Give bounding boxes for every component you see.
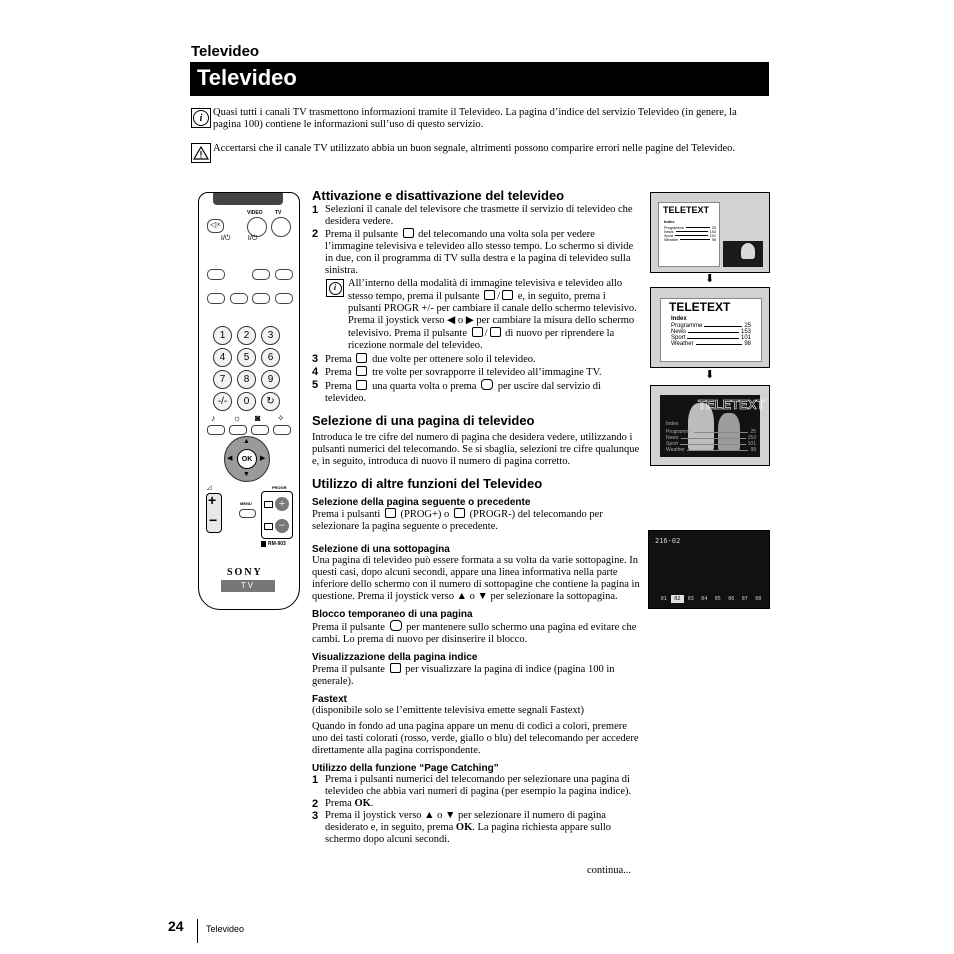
teletext-row-label: Weather: [666, 447, 685, 453]
tv-power-button[interactable]: [271, 217, 291, 237]
fastext-body-2: Quando in fondo ad una pagina appare un menu di codici a colori, premere uno dei tasti colorati (rosso, verde, giallo o blu) del telecomando per accedere direttamente alla pagina corrispondente.: [312, 721, 639, 756]
subpage-cell: 01: [660, 596, 667, 602]
step-text: Prema: [325, 798, 352, 809]
step-text: Prema il pulsante: [325, 229, 398, 240]
ok-text: OK: [354, 798, 371, 809]
tv-picture: [723, 241, 763, 267]
teletext-row-label: Sport: [671, 335, 686, 341]
progr-label: PROGR: [272, 485, 287, 490]
joystick-right-icon: ▶: [260, 455, 266, 462]
teletext-row-value: 25: [750, 429, 756, 435]
remote-button-b2[interactable]: [230, 293, 248, 304]
teletext-row-value: 25: [711, 226, 716, 230]
teletext-row-value: 153: [709, 230, 716, 234]
tv-button-icon: [481, 379, 493, 390]
teletext-title: TELETEXT: [669, 300, 731, 314]
digit-5-button[interactable]: 5: [237, 348, 256, 367]
activation-step-2: [312, 228, 640, 277]
teletext-button-icon: [403, 228, 414, 238]
subpage-cell: 04: [701, 596, 708, 602]
remote-ir-window: [213, 193, 283, 205]
teletext-button-icon: [356, 366, 367, 376]
picture-icon: ◙: [255, 413, 261, 423]
arrow-down-icon: ⬇: [705, 369, 715, 381]
volume-icon: ◿: [207, 485, 212, 491]
footer-divider: [197, 919, 198, 943]
warning-note-icon: [191, 143, 211, 163]
step-number: 5: [312, 379, 319, 391]
other-heading: Utilizzo di altre funzioni del Televideo: [312, 476, 543, 491]
next-page-heading: Selezione della pagina seguente o precedente: [312, 497, 531, 508]
title-bar: [190, 62, 769, 96]
teletext-full-screen: [650, 287, 770, 368]
digit-4-button[interactable]: 4: [213, 348, 232, 367]
step-number: 3: [312, 353, 319, 365]
digit-3-button[interactable]: 3: [261, 326, 280, 345]
swap-button-icon: [472, 327, 483, 337]
volume-minus-icon: −: [209, 512, 218, 528]
remote-tv-badge: TV: [221, 580, 275, 592]
body-text: Prema il pulsante: [312, 664, 385, 675]
menu-button[interactable]: [239, 509, 256, 518]
remote-button-a2[interactable]: [275, 269, 293, 280]
footer-label: Televideo: [206, 924, 245, 934]
teletext-row-value: 25: [744, 323, 751, 329]
overlay-title: TELETEXT: [698, 397, 765, 412]
digit-6-button[interactable]: 6: [261, 348, 280, 367]
joystick[interactable]: [224, 436, 270, 482]
step-text: Prema il joystick verso ▲ o ▼ per selezionare il numero di pagina desiderato e, in seguito, prema: [325, 810, 606, 833]
teletext-row-value: 153: [740, 329, 751, 335]
teletext-row-label: News: [664, 230, 674, 234]
digit-9-button[interactable]: 9: [261, 370, 280, 389]
mute-button[interactable]: ◁×: [207, 219, 224, 233]
prog-minus-button-icon: [454, 508, 465, 518]
page-title: Televideo: [197, 65, 297, 90]
step-text: per uscire dal servizio di televideo.: [325, 381, 601, 404]
teletext-row-leader: [687, 335, 739, 339]
digit-0-button[interactable]: 0: [237, 392, 256, 411]
remote-model: RM-903: [268, 541, 286, 547]
subpage-cell: 02: [671, 595, 685, 603]
note-text: All’interno della modalità di immagine televisiva e televideo allo stesso tempo, prema il pulsante: [348, 278, 623, 302]
swap-button-icon: [502, 290, 513, 300]
remote-button-b4[interactable]: [275, 293, 293, 304]
teletext-row-leader: [686, 226, 710, 228]
teletext-row-label: Programme: [671, 323, 703, 329]
teletext-panel: [660, 298, 762, 362]
info-note-icon: i: [191, 108, 211, 128]
digit-2-button[interactable]: 2: [237, 326, 256, 345]
activation-step-3: [312, 353, 640, 366]
prog-minus-icon: [264, 523, 273, 530]
teletext-row-leader: [681, 435, 746, 439]
catch-heading: Utilizzo della funzione “Page Catching”: [312, 763, 499, 774]
progr-minus-button[interactable]: −: [275, 519, 289, 533]
digit-7-button[interactable]: 7: [213, 370, 232, 389]
teletext-index-label: Index: [664, 219, 675, 224]
body-text: per visualizzare la pagina di indice (pagina 100 in generale).: [312, 664, 615, 687]
teletext-row-label: Sport: [664, 234, 674, 238]
activation-heading: Attivazione e disattivazione del televideo: [312, 188, 565, 203]
step-text: due volte per ottenere solo il televideo.: [372, 354, 536, 365]
remote-button-a1[interactable]: [252, 269, 270, 280]
subpage-bar: [657, 595, 765, 603]
subpage-cell: 05: [714, 596, 721, 602]
teletext-row-label: Programme: [664, 226, 684, 230]
teletext-overlay-screen: [650, 385, 770, 466]
teletext-row-leader: [696, 341, 743, 345]
continued-label: continua...: [587, 865, 632, 876]
teletext-row-value: 98: [750, 447, 756, 453]
hold-body: [312, 620, 640, 646]
teletext-row-leader: [688, 329, 739, 333]
step-text: tre volte per sovrapporre il televideo all’immagine TV.: [372, 367, 602, 378]
step-number: 4: [312, 366, 319, 378]
teletext-index-row: [666, 447, 756, 453]
step-text: del telecomando una volta sola per vedere l’immagine televisiva e televideo allo stesso tempo. Lo schermo si divide in due, con il programma di TV sulla destra e la pagina di televideo sulla sinistra.: [325, 229, 634, 276]
teletext-row-leader: [680, 441, 746, 445]
sound-icon: ♪: [211, 413, 216, 423]
teletext-index-row: [671, 341, 751, 347]
teletext-row-label: Sport: [666, 441, 678, 447]
teletext-row-value: 101: [740, 335, 751, 341]
teletext-button[interactable]: [207, 269, 225, 280]
step-number: 1: [312, 774, 319, 786]
step-text: .: [370, 798, 374, 809]
dash-button[interactable]: -/-: [213, 392, 232, 411]
tv-picture-figure: [741, 243, 755, 259]
joystick-left-icon: ◀: [227, 455, 233, 462]
subpage-body: Una pagina di televideo può essere formata a su volta da varie sottopagine. In questi casi, dopo alcuni secondi, appare una linea informativa nella parte inferiore dello schermo con il numero di sottopagine che contiene la pagina in questione. Prema il joystick verso ▲ o ▼ per selezionare la sottopagina.: [312, 555, 640, 602]
step-text: . La pagina richiesta appare sullo schermo dopo alcuni secondi.: [325, 822, 612, 845]
swap-button-icon: [484, 290, 495, 300]
brightness-icon: ☼: [233, 413, 242, 423]
teletext-row-leader: [687, 447, 749, 451]
teletext-row-leader: [694, 429, 748, 433]
teletext-index-row: [664, 238, 716, 242]
teletext-row-value: 98: [711, 238, 716, 242]
activation-step-5: [312, 379, 640, 405]
step-number: 2: [312, 798, 319, 810]
picture-button[interactable]: [251, 425, 269, 435]
teletext-index-label: Index: [671, 316, 687, 322]
teletext-row-leader: [704, 323, 742, 327]
step-number: 2: [312, 228, 319, 240]
step-text: Prema: [325, 381, 352, 392]
note-text: /: [497, 291, 501, 302]
fastext-body-1: (disponibile solo se l’emittente televisiva emette segnali Fastext): [312, 705, 585, 716]
teletext-row-label: News: [666, 435, 679, 441]
joystick-up-icon: ▲: [243, 438, 250, 445]
page-number: 24: [168, 918, 184, 934]
selection-heading: Selezione di una pagina di televideo: [312, 413, 535, 428]
teletext-row-leader: [680, 238, 709, 240]
step-number: 1: [312, 204, 319, 216]
step-text: Prema i pulsanti numerici del telecomando per selezionare una pagina di televideo che abbia vari numeri di pagina (per esempio la pagina indice).: [325, 774, 632, 797]
remote-button-b3[interactable]: [252, 293, 270, 304]
body-text: Prema i pulsanti: [312, 509, 381, 520]
teletext-row-label: News: [671, 329, 687, 335]
menu-label: MENU: [240, 501, 252, 506]
activation-step-4: [312, 366, 640, 379]
body-text: (PROGR-) del telecomando per selezionare la pagina seguente o precedente.: [312, 509, 603, 532]
body-text: per mantenere sullo schermo una pagina ed evitare che cambi. Lo prema di nuovo per disinserire il blocco.: [312, 622, 637, 645]
subpage-number: 216-02: [655, 537, 681, 545]
catch-step-3: [312, 810, 640, 846]
swap-button-icon: [490, 327, 501, 337]
hold-heading: Blocco temporaneo di una pagina: [312, 609, 473, 620]
step-text: Prema: [325, 367, 352, 378]
teletext-button-icon: [356, 380, 367, 390]
progr-plus-button[interactable]: +: [275, 497, 289, 511]
subpage-cell: 06: [728, 596, 735, 602]
subpage-cell: 08: [755, 596, 762, 602]
teletext-row-value: 98: [744, 341, 751, 347]
teletext-button-icon: [356, 353, 367, 363]
catch-step-2: [312, 798, 640, 810]
volume-plus-icon: +: [208, 492, 217, 508]
digit-8-button[interactable]: 8: [237, 370, 256, 389]
overlay-index-label: Index: [666, 421, 679, 427]
activation-note: i All’interno della modalità di immagine televisiva e televideo allo stesso tempo, prema il pulsante / e, in seguito, prema i pulsanti PROGR +/- per cambiare il canale dello schermo televisivo. Prema il joystick verso ◀ o ▶ per cambiare la misura dello schermo televisivo. Prema il pulsante / di nuovo per riprendere la ricezione normale del televideo.: [312, 278, 640, 352]
section-label: Televideo: [191, 43, 260, 60]
ok-text: OK: [455, 822, 473, 833]
subpage-heading: Selezione di una sottopagina: [312, 544, 450, 555]
balance-icon: ✧: [277, 413, 285, 423]
body-text: (PROG+) o: [400, 509, 450, 520]
remote-tv-label: TV: [275, 210, 282, 216]
prog-plus-button-icon: [385, 508, 396, 518]
teletext-row-value: 153: [747, 435, 756, 441]
activation-step-1: [312, 204, 640, 228]
teletext-row-label: Weather: [664, 238, 679, 242]
step-text: Selezioni il canale del televisore che trasmette il servizio di televideo che desidera vedere.: [325, 204, 633, 227]
remote-video-label: VIDEO: [247, 210, 263, 216]
power-labels: I/⏻ I/⏻: [221, 235, 258, 242]
step-number: 3: [312, 810, 319, 822]
arrow-down-icon: ⬇: [705, 273, 715, 285]
hold-button-icon: [390, 620, 402, 631]
video-power-button[interactable]: [247, 217, 267, 237]
progr-rocker[interactable]: [261, 491, 293, 539]
step-text: una quarta volta o prema: [372, 381, 477, 392]
catch-step-1: [312, 774, 640, 798]
ok-button[interactable]: OK: [237, 449, 257, 469]
sound-button[interactable]: [207, 425, 225, 435]
index-heading: Visualizzazione della pagina indice: [312, 652, 478, 663]
teletext-title: TELETEXT: [663, 205, 710, 215]
subpage-cell: 07: [741, 596, 748, 602]
digit-1-button[interactable]: 1: [213, 326, 232, 345]
teletext-row-value: 101: [747, 441, 756, 447]
teletext-split-screen: [650, 192, 770, 273]
balance-button[interactable]: [273, 425, 291, 435]
prog-plus-icon: [264, 501, 273, 508]
remote-brand: SONY: [227, 567, 263, 578]
teletext-row-label: Weather: [671, 341, 694, 347]
next-page-body: [312, 508, 640, 533]
body-text: Prema il pulsante: [312, 622, 385, 633]
fastext-heading: Fastext: [312, 694, 348, 705]
teletext-row-label: Programme: [666, 429, 693, 435]
index-body: [312, 663, 640, 688]
overlay-picture: [660, 395, 765, 457]
selection-body: Introduca le tre cifre del numero di pagina che desidera vedere, utilizzando i pulsanti numerici del telecomando. Se si sbaglia, selezioni tre cifre qualunque e, in seguito, introduca di nuovo il numero di pagina corretto.: [312, 432, 640, 467]
note-text: di nuovo per riprendere la ricezione normale del televideo.: [348, 328, 615, 351]
volume-rocker[interactable]: [206, 493, 222, 533]
subpage-screen: [648, 530, 770, 609]
remote-button-b1[interactable]: [207, 293, 225, 304]
brightness-button[interactable]: [229, 425, 247, 435]
remote-model-badge: [261, 541, 266, 547]
teletext-row-value: 101: [709, 234, 716, 238]
step-text: Prema: [325, 354, 352, 365]
teletext-row-leader: [676, 230, 708, 232]
joystick-down-icon: ▼: [243, 471, 250, 478]
index-button-icon: [390, 663, 401, 673]
teletext-row-leader: [675, 234, 708, 236]
subpage-cell: 03: [687, 596, 694, 602]
info-note: Quasi tutti i canali TV trasmettono informazioni tramite il Televideo. La pagina d’indice del servizio Televideo (in genere, la pagina 100) contiene le informazioni sull’uso di questo servizio.: [213, 107, 737, 130]
warning-note: Accertarsi che il canale TV utilizzato abbia un buon segnale, altrimenti possono comparire errori nelle pagine del Televideo.: [213, 143, 736, 154]
remote-control: [198, 192, 300, 610]
teletext-panel: [658, 202, 720, 267]
note-text: e, in seguito, prema i pulsanti PROGR +/- per cambiare il canale dello schermo televisivo. Prema il joystick verso ◀ o ▶ per cambiare la misura dello schermo televisivo. Prema il pulsante: [348, 291, 637, 339]
recall-button[interactable]: ↻: [261, 392, 280, 411]
main-column: [312, 188, 640, 846]
info-icon: i: [326, 279, 344, 297]
